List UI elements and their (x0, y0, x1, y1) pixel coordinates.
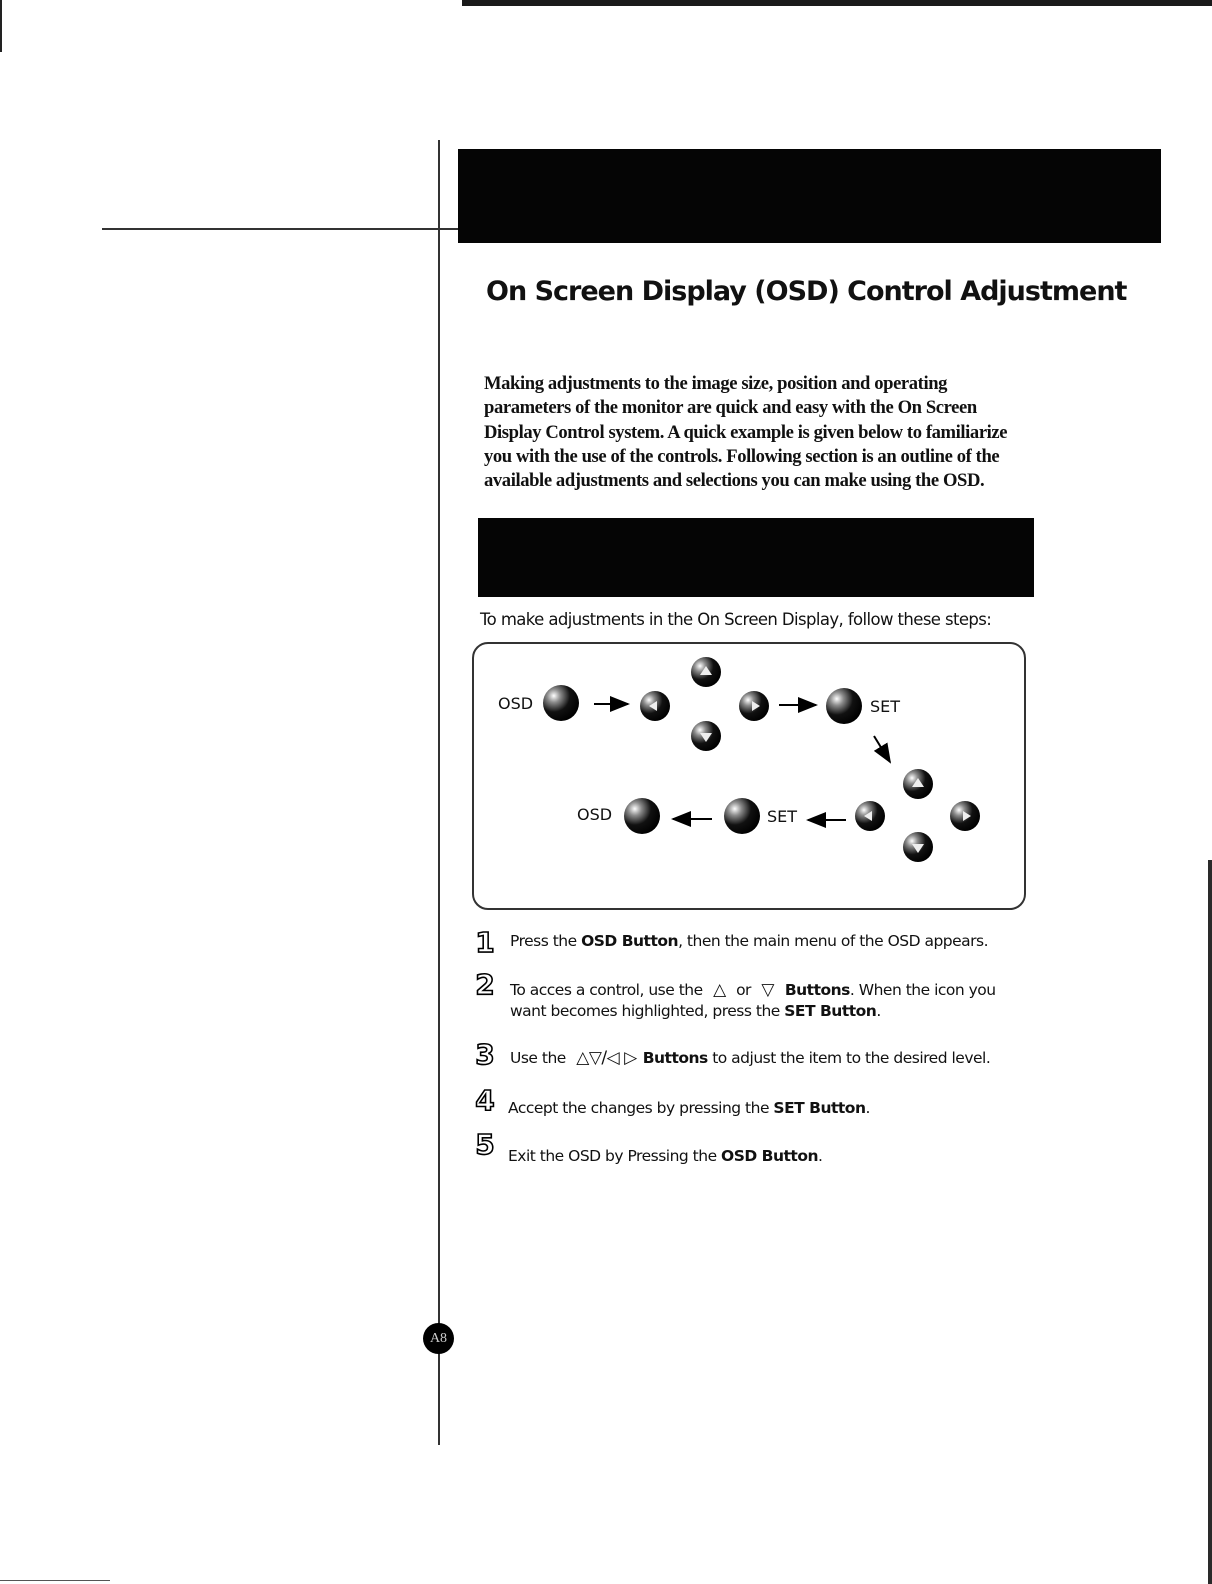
down-triangle-icon: ▽ (761, 980, 774, 1000)
left-button-icon (640, 691, 670, 721)
steps-intro: To make adjustments in the On Screen Display, follow these steps: (480, 610, 992, 629)
label-osd-bottom: OSD (577, 805, 613, 824)
up-button-icon (903, 769, 933, 799)
step-text: Press the OSD Button, then the main menu of the OSD appears. (510, 932, 989, 950)
osd-flow-svg (474, 644, 1028, 912)
scan-edge (1208, 860, 1212, 1584)
label-set-top: SET (870, 697, 901, 716)
right-button-icon (950, 801, 980, 831)
step-text: Accept the changes by pressing the SET Button. (508, 1099, 870, 1117)
down-button-icon (903, 832, 933, 862)
top-rule (462, 0, 1212, 6)
flow-arrow-down-right-icon (874, 736, 890, 762)
up-triangle-icon: △ (713, 980, 726, 1000)
step-number: 2 (475, 968, 495, 1001)
step-text: Exit the OSD by Pressing the OSD Button. (508, 1147, 823, 1165)
page-title: On Screen Display (OSD) Control Adjustment (486, 276, 1127, 307)
step-number: 1 (475, 926, 495, 959)
step-text-line2: want becomes highlighted, press the SET Button. (510, 1002, 881, 1020)
label-set-bottom: SET (767, 807, 798, 826)
set-button-icon (826, 688, 862, 724)
osd-flow-diagram (472, 642, 1026, 910)
page-number-badge: A8 (423, 1323, 454, 1354)
intro-paragraph: Making adjustments to the image size, position and operating parameters of the monitor are quick and easy with the On Screen Display Control system. A quick example is given below to familiarize you with the use of the controls. Following section is an outline of the available adjustments and selections you can make using the OSD. (484, 373, 1008, 492)
label-osd-top: OSD (498, 694, 534, 713)
set-button-icon (724, 798, 760, 834)
arrow-buttons-icon: △▽/◁ ▷ (576, 1048, 637, 1068)
down-button-icon (691, 721, 721, 751)
step-text: Use the △▽/◁ ▷ Buttons to adjust the item to the desired level. (510, 1048, 991, 1068)
section-band (478, 518, 1034, 597)
up-button-icon (691, 657, 721, 687)
right-button-icon (739, 691, 769, 721)
osd-button-icon (624, 798, 660, 834)
osd-button-icon (543, 685, 579, 721)
step-text: To acces a control, use the △ or ▽ Buttons. When the icon you (510, 980, 996, 1000)
step-number: 5 (475, 1128, 495, 1161)
header-rule (102, 228, 458, 230)
edge-mark (0, 0, 2, 52)
bottom-rule (0, 1580, 110, 1581)
page-spine-rule (438, 140, 440, 1445)
left-button-icon (855, 801, 885, 831)
step-number: 3 (475, 1038, 495, 1071)
step-number: 4 (475, 1084, 495, 1117)
header-band (458, 149, 1161, 243)
